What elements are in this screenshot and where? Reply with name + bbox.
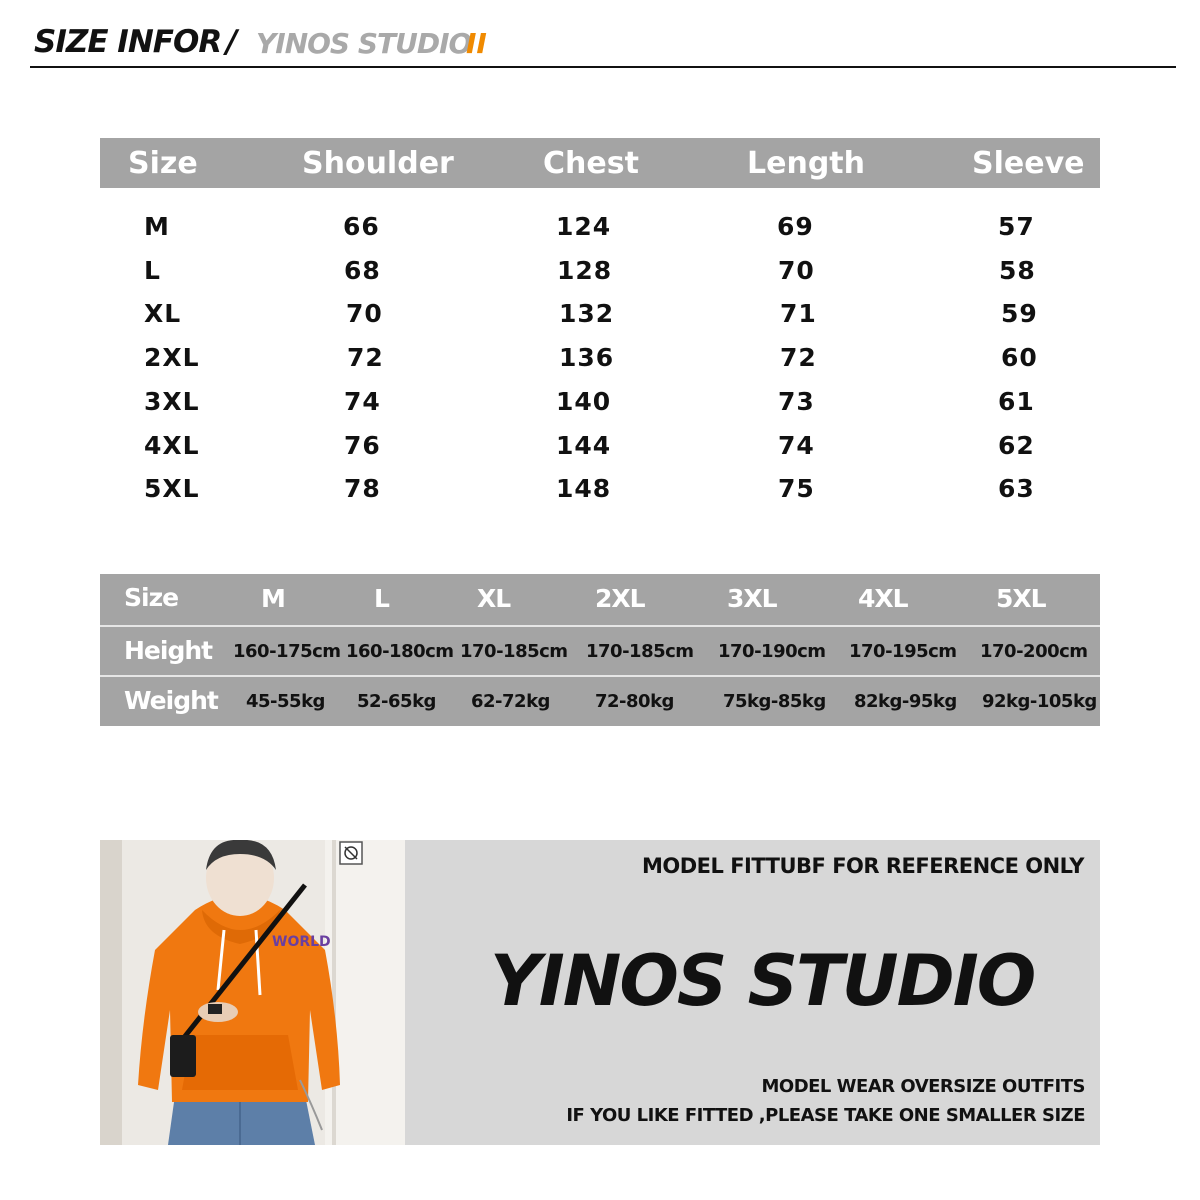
chest-cell: 124 <box>556 212 612 241</box>
column-header-chest: Chest <box>543 146 639 181</box>
size-chart-row <box>100 208 1100 248</box>
sleeve-cell: 61 <box>998 387 1035 416</box>
hoodie-print: WORLD <box>272 934 331 950</box>
size-chart-row <box>100 383 1100 423</box>
header-brand-mark: II <box>466 27 487 60</box>
chest-cell: 132 <box>559 299 615 328</box>
fit-size-header: M <box>261 584 285 613</box>
page-header <box>30 22 1176 68</box>
fit-size-header: XL <box>477 584 511 613</box>
header-separator: / <box>226 24 238 60</box>
size-cell: 4XL <box>144 431 200 460</box>
fit-chart <box>100 574 1100 726</box>
banner-sizing-tip: IF YOU LIKE FITTED ,PLEASE TAKE ONE SMALLER SIZE <box>566 1105 1085 1126</box>
weight-cell: 75kg-85kg <box>723 691 826 712</box>
column-header-size: Size <box>128 146 198 181</box>
header-title: SIZE INFOR <box>34 24 222 60</box>
fit-chart-size-row <box>100 574 1100 624</box>
size-cell: XL <box>144 299 182 328</box>
length-cell: 74 <box>778 431 815 460</box>
header-brand: YINOS STUDIO <box>256 27 472 60</box>
sleeve-cell: 63 <box>998 474 1035 503</box>
length-cell: 71 <box>780 299 817 328</box>
length-cell: 72 <box>780 343 817 372</box>
sleeve-cell: 57 <box>998 212 1035 241</box>
chest-cell: 144 <box>556 431 612 460</box>
chest-cell: 148 <box>556 474 612 503</box>
height-cell: 170-195cm <box>849 641 957 662</box>
size-cell: 5XL <box>144 474 200 503</box>
size-chart-row <box>100 427 1100 467</box>
chest-cell: 136 <box>559 343 615 372</box>
fit-chart-height-row <box>100 625 1100 677</box>
size-chart-row <box>100 295 1100 335</box>
size-cell: L <box>144 256 161 285</box>
height-cell: 170-190cm <box>718 641 826 662</box>
model-banner <box>100 840 1100 1145</box>
shoulder-cell: 72 <box>347 343 384 372</box>
fit-size-label: Size <box>124 583 179 612</box>
height-cell: 160-175cm <box>233 641 341 662</box>
shoulder-cell: 70 <box>346 299 383 328</box>
fit-size-header: 2XL <box>595 584 645 613</box>
length-cell: 70 <box>778 256 815 285</box>
shoulder-cell: 68 <box>344 256 381 285</box>
weight-cell: 72-80kg <box>595 691 674 712</box>
weight-cell: 45-55kg <box>246 691 325 712</box>
size-chart-row <box>100 470 1100 510</box>
chest-cell: 140 <box>556 387 612 416</box>
height-cell: 160-180cm <box>346 641 454 662</box>
height-cell: 170-200cm <box>980 641 1088 662</box>
fit-weight-label: Weight <box>124 686 218 715</box>
size-chart-header <box>100 138 1100 188</box>
size-chart-row <box>100 252 1100 292</box>
weight-cell: 92kg-105kg <box>982 691 1097 712</box>
sleeve-cell: 59 <box>1001 299 1038 328</box>
fit-size-header: L <box>374 584 389 613</box>
fit-chart-weight-row <box>100 675 1100 727</box>
shoulder-cell: 76 <box>344 431 381 460</box>
weight-cell: 52-65kg <box>357 691 436 712</box>
banner-reference-note: MODEL FITTUBF FOR REFERENCE ONLY <box>641 854 1084 878</box>
sleeve-cell: 60 <box>1001 343 1038 372</box>
height-cell: 170-185cm <box>460 641 568 662</box>
fit-size-header: 5XL <box>996 584 1046 613</box>
fit-size-header: 4XL <box>858 584 908 613</box>
shoulder-cell: 78 <box>344 474 381 503</box>
model-photo <box>100 840 405 1145</box>
banner-brand: YINOS STUDIO <box>490 940 1035 1022</box>
sleeve-cell: 58 <box>999 256 1036 285</box>
size-cell: 3XL <box>144 387 200 416</box>
weight-cell: 82kg-95kg <box>854 691 957 712</box>
length-cell: 73 <box>778 387 815 416</box>
column-header-length: Length <box>747 146 865 181</box>
column-header-shoulder: Shoulder <box>302 146 454 181</box>
banner-oversize-note: MODEL WEAR OVERSIZE OUTFITS <box>761 1076 1085 1097</box>
shoulder-cell: 66 <box>343 212 380 241</box>
shoulder-cell: 74 <box>344 387 381 416</box>
sleeve-cell: 62 <box>998 431 1035 460</box>
weight-cell: 62-72kg <box>471 691 550 712</box>
size-chart-row <box>100 339 1100 379</box>
chest-cell: 128 <box>557 256 613 285</box>
length-cell: 69 <box>777 212 814 241</box>
length-cell: 75 <box>778 474 815 503</box>
fit-height-label: Height <box>124 636 213 665</box>
height-cell: 170-185cm <box>586 641 694 662</box>
size-cell: 2XL <box>144 343 200 372</box>
fit-size-header: 3XL <box>727 584 777 613</box>
column-header-sleeve: Sleeve <box>972 146 1085 181</box>
size-cell: M <box>144 212 170 241</box>
